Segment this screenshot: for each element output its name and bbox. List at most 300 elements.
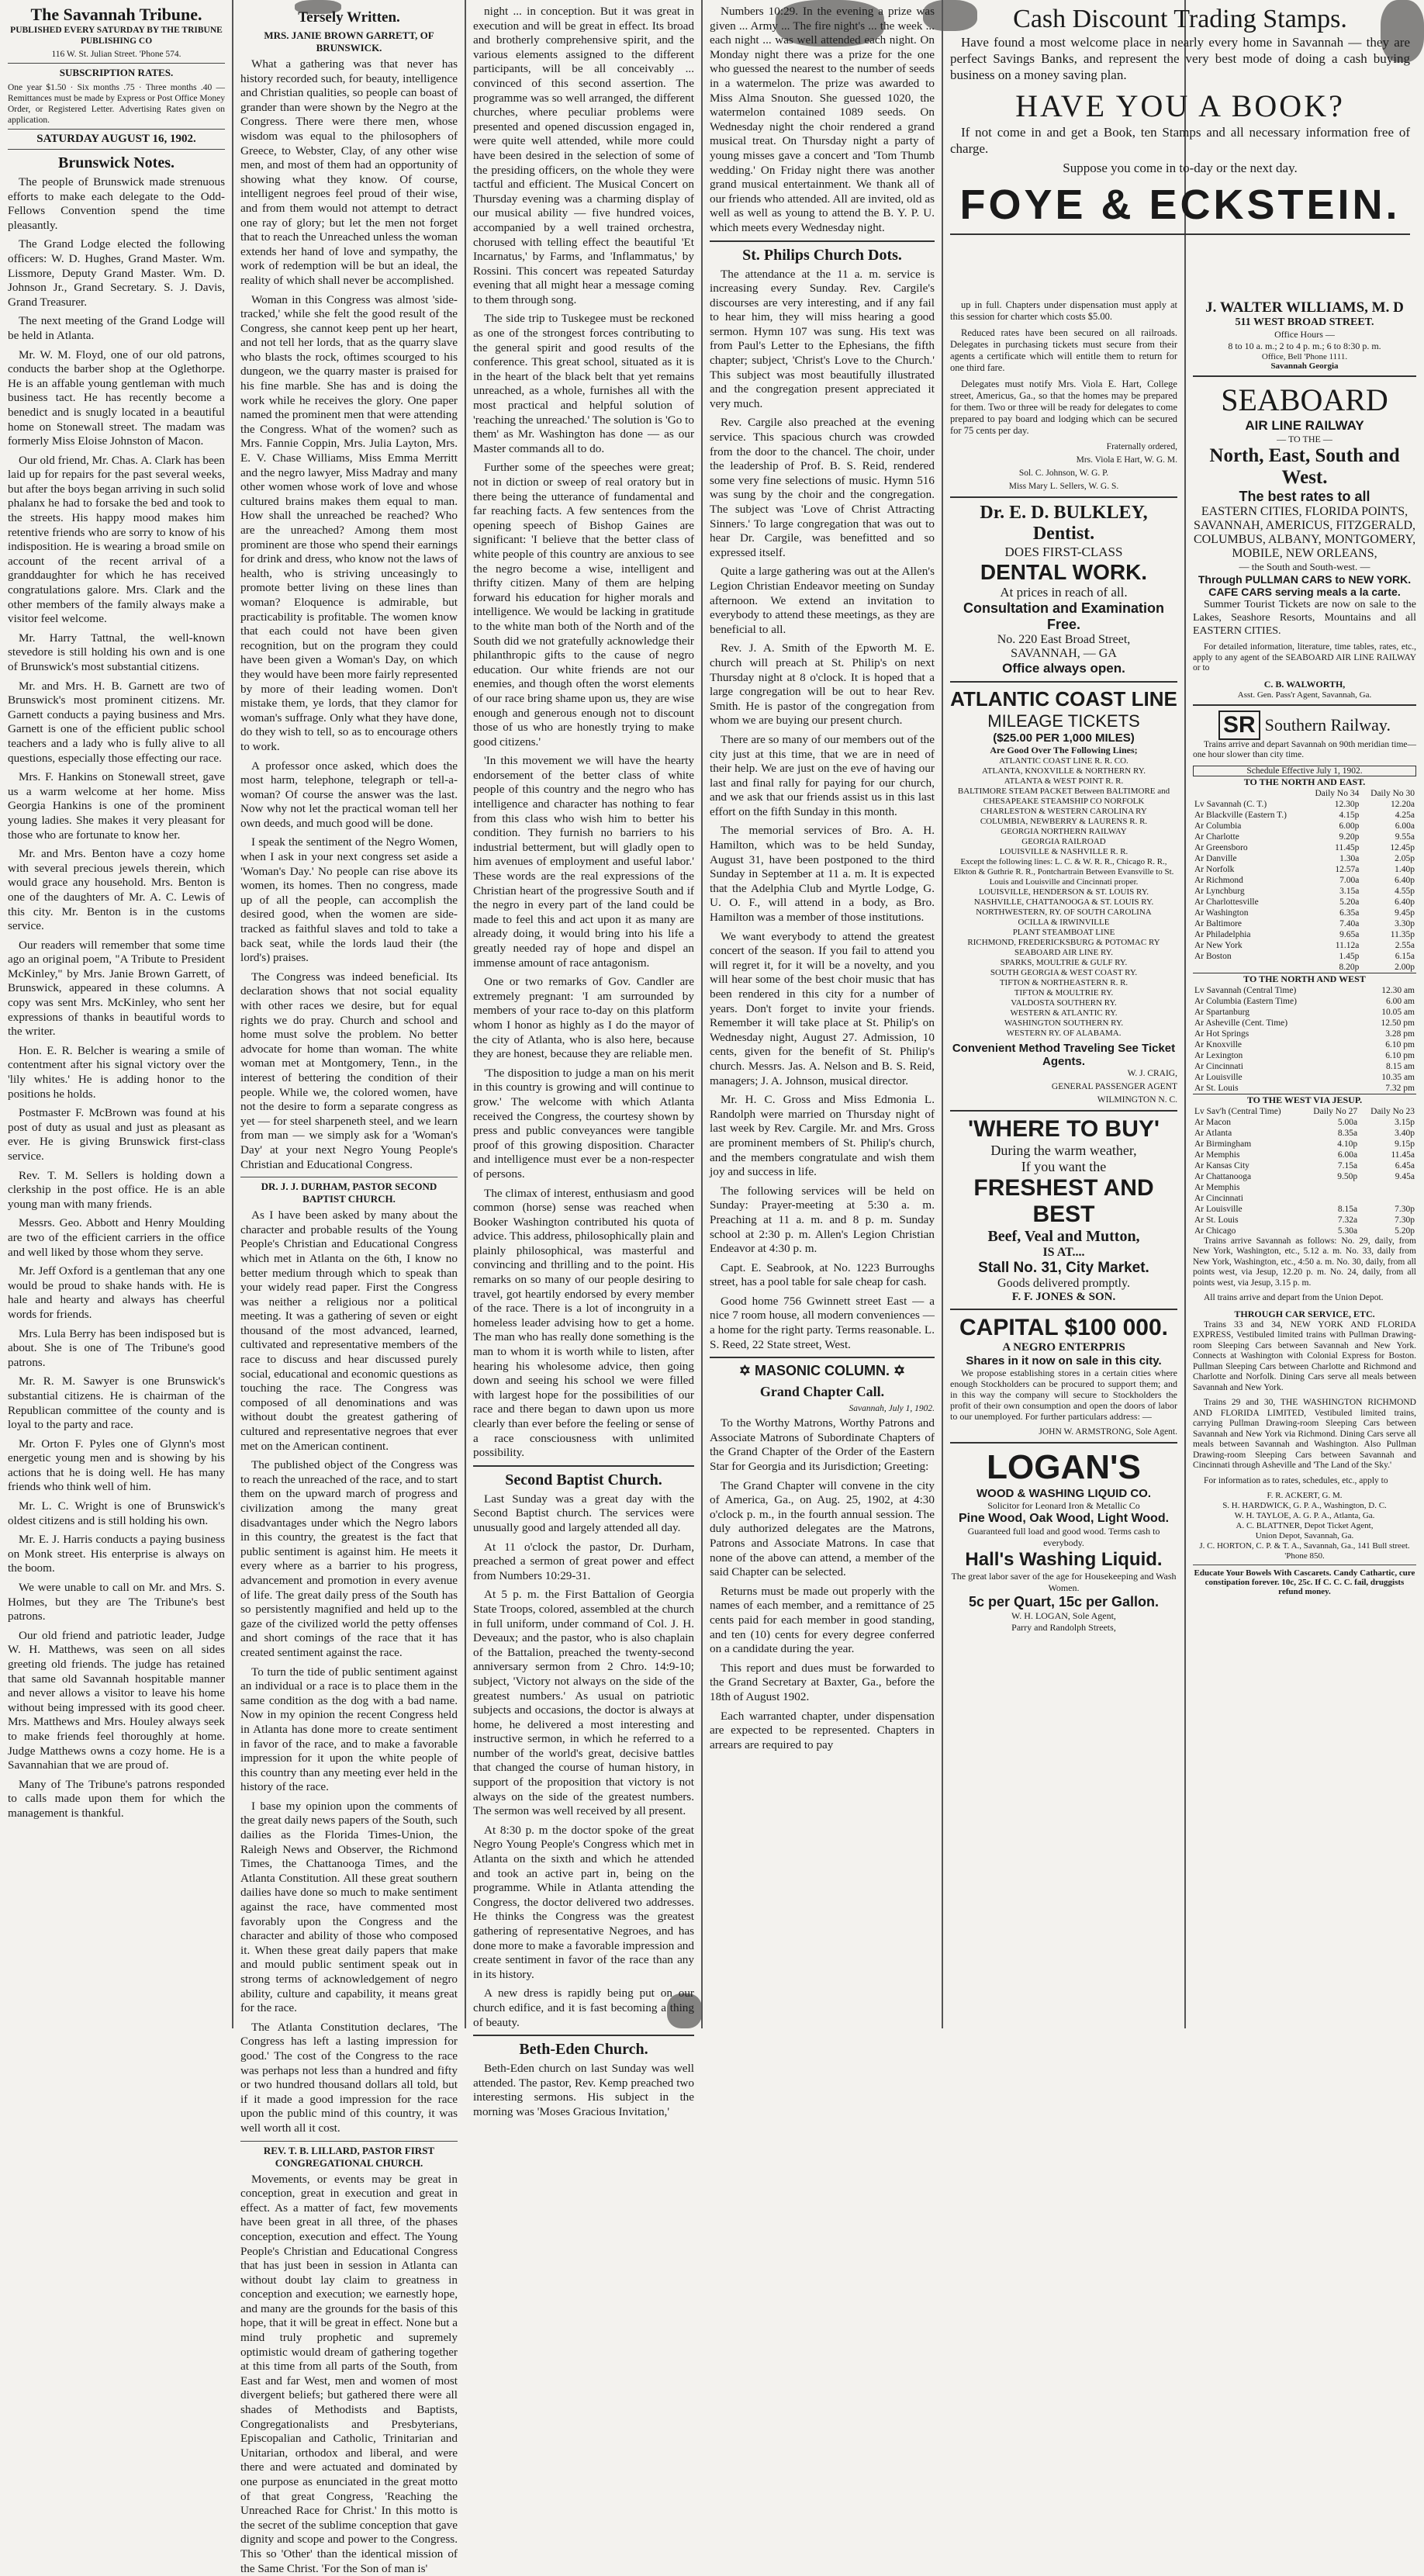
schedule-table-west [1193,1106,1416,1236]
ad-southern-agents [1193,1491,1416,1561]
table-row [1193,1029,1416,1039]
article-paragraph: Further some of the speeches were great; not in diction or sweep of real oratory but in there being the utterance of fundamental and far reaching facts. A few sentences from the opening speech of Bishop Gaines are significant: 'I believe that the better class of white people of this country are anxious to see the negro become a wise, intelligent and thrifty citizen. Many of them are helping forward his education for higher morals and intelligence. We would be lacking in gratitude to the white man both of the North and of the South did we not gratefully acknowledge their philanthropic gifts to the cause of negro education. Our white friends are not our enemies, and though often the worst elements of our race bring shame upon us, they are wise enough and generous enough not to discount those of us who are honestly trying to make good citizens.' [473,461,694,749]
ad-acl-line: SOUTH GEORGIA & WEST COAST RY. [990,968,1138,977]
chapter-cont: Reduced rates have been secured on all railroads. Delegates in purchasing tickets must secure from their agents a certificate which will entitle them to return for one third fare. [950,327,1177,373]
time-cell: 7.15a [1337,1160,1358,1170]
article-paragraph: To the Worthy Matrons, Worthy Patrons and Associate Matrons of Subordinate Chapters of the Grand Chapter of the Order of the Eastern Star for Georgia and its Jurisdiction; Greeting: [710,1416,935,1474]
station-cell: Ar Boston [1194,951,1232,961]
ad-acl-line: LOUISVILLE, HENDERSON & ST. LOUIS RY. [979,887,1149,897]
article-paragraph: The Grand Chapter will convene in the city of America, Ga., on Aug. 25, 1902, at 4:30 o'clock p. m., in the fourth annual session. The duly authorized delegates are the Matrons, Patrons and Associate Matrons. In case that none of the above can attend, a member of the said Chapter can be selected. [710,1478,935,1579]
station-cell: Ar Washington [1194,908,1249,918]
ad-seaboard-summer: Summer Tourist Tickets are now on sale to the Lakes, Seashore Resorts, Mountains and all EASTERN CITIES. [1193,599,1416,637]
article-paragraph: night ... in conception. But it was great in execution and will be great in effect. Its broad and brotherly comprehensive spirit, and the various elements assigned to the different participants, will be all conceivably ... convinced of this second assertion. The programme was so well arranged, the different churches, where peculiar problems were presented and opened discussion engaged in, were quite well attended, while more could have been desired in the selection of some of the presiding officers, on the whole they were tactful and efficient. The Musical Concert on Thursday evening was a charming display of our musical ability — five hundred voices, accompanied by a well trained orchestra, chorused with telling effect the beautiful 'Et Incarnatus,' by Farms, and 'Inflammatus,' by Rossini. This concert was repeated Saturday evening that all might hear a message coming to them through song. [473,5,694,306]
time-cell: 2.05p [1395,853,1415,863]
article-paragraph: The side trip to Tuskegee must be reckoned as one of the strongest forces contributing to the general spirit and good results of the conference. This great school, situated as it is in the heart of the black belt that yet remains unreached, as a whole, furnishes all with the most practical and helpful solution of 'reaching the unreached.' The solution is 'Go to them' as Mr. Washington has done — as our Master commands all to do. [473,312,694,455]
station-cell: Ar Spartanburg [1194,1007,1250,1017]
article-paragraph: The Congress was indeed beneficial. Its declaration shows that not social equality with other races we desire, but for equal rights we do pray. Church and school and home must solve the problem. No better advocate for home than woman. The white woman met at Montgomery, Tenn., in the interest of bettering the condition of their people. While we, the colored women, have not the desire to form a separate congress as yet — for steel sharpeneth steel, and we learn from man — we simply ask for a 'Woman's Day' at your next Negro Young People's Christian and Educational Congress. [240,970,458,1171]
time-cell: 9.45p [1395,908,1415,918]
ad-acl-line: COLUMBIA, NEWBERRY & LAURENS R. R. [980,817,1148,826]
article-body [710,5,935,236]
article-paragraph: Mrs. Lula Berry has been indisposed but is about. She is one of The Tribune's good patrons. [8,1326,225,1369]
ad-seaboard-sub: AIR LINE RAILWAY [1245,418,1364,433]
ad-southern-northwest: TO THE NORTH AND WEST [1193,973,1416,985]
article-paragraph: There are so many of our members out of the city just at this time, that we are in need of their help. We are just on the eve of having our last and final rally for paying for our church, and we ask that our friends assist us in this last effort on the fifth Sunday in this month. [710,732,935,818]
article-paragraph: Our old friend, Mr. Chas. A. Clark has been laid up for repairs for the past several weeks, but after the boys began arriving in such solid phalanx he had to forsake the bed and took to the streets. His happy mood makes him retentive friends who are sorry to know of his indisposition. He is wearing a broad smile on account of the recent arrival of a granddaughter for which he has received congratulations galore. Mrs. Clark and the other members of the family always make a visitor feel welcome. [8,453,225,626]
time-cell: 12.45p [1390,842,1415,852]
ad-acl-line: SEABOARD AIR LINE RY. [1014,948,1113,957]
ad-dentist-line: Consultation and Examination Free. [963,600,1164,632]
article-paragraph: Returns must be made out properly with the names of each member, and a remittance of 25 cents paid for each member in good standing, and ten (10) cents for every degree conferred on a candidate during the year. [710,1584,935,1656]
time-cell: 12.20a [1391,799,1415,809]
station-cell: Ar Baltimore [1194,918,1242,928]
southern-logo-icon: SR [1218,711,1260,740]
time-cell: 5.00a [1337,1117,1358,1127]
table-row [1193,1018,1416,1029]
table-row [1193,832,1416,842]
ad-southern-agent: J. C. HORTON, C. P. & T. A., Savannah, Ga., 141 Bull street. 'Phone 850. [1199,1541,1410,1561]
time-cell: 4.25a [1395,810,1415,820]
time-cell: 10.35 am [1381,1072,1415,1082]
station-cell: Ar Richmond [1194,875,1243,885]
time-cell: 3.15a [1339,886,1360,896]
ad-seaboard-to: — TO THE — [1277,434,1332,444]
ad-seaboard-agent: C. B. WALWORTH, [1263,678,1346,690]
compass-square-icon: ✡ [738,1363,755,1379]
article-date: Savannah, July 1, 1902. [849,1404,935,1414]
table-row [1193,1204,1416,1215]
ad-acl-line: WESTERN RY. OF ALABAMA. [1006,1029,1122,1038]
article-body [473,1492,694,2030]
ad-doctor-line: 511 WEST BROAD STREET. [1235,316,1374,328]
ad-logan-line: 5c per Quart, 15c per Gallon. [968,1594,1160,1610]
table-row [1193,1007,1416,1018]
article-body [240,2173,458,2576]
ad-southern-info: For information as to rates, schedules, etc., apply to [1204,1475,1388,1485]
time-cell: 6.10 pm [1385,1050,1415,1060]
station-cell: Ar Kansas City [1194,1160,1249,1170]
table-row [1193,1039,1416,1050]
station-cell: Ar Blackville (Eastern T.) [1194,810,1287,820]
ad-book-text: If not come in and get a Book, ten Stamps and all necessary information free of charge. [950,125,1410,156]
column-5 [942,295,1185,2028]
time-cell: 4.15p [1339,810,1360,820]
ad-southern-notes: All trains arrive and depart from the Union Depot. [1204,1293,1384,1302]
article-paragraph: Mrs. F. Hankins on Stonewall street, gave us a warm welcome at her home. Miss Georgia Hankins is one of the prominent young ladies. She makes it very pleasant for those who are fortunate to know her. [8,770,225,842]
table-row [1193,908,1416,918]
station-cell: Ar Philadelphia [1194,929,1251,939]
table-row [1193,996,1416,1007]
table-header [1193,788,1416,799]
article-paragraph: The memorial services of Bro. A. H. Hamilton, which was to be held Sunday, August 31, have been postponed to the third Sunday in September at 11 a. m. It is expected that the Adelphia Club and Myrtle Lodge, G. U. O. F., will attend in a body, as Bro. Hamilton was a member of those institutions. [710,824,935,925]
ad-buy-title: 'WHERE TO BUY' [967,1116,1160,1142]
time-cell: 12.57a [1335,864,1360,874]
ad-dentist-line: Office always open. [1002,661,1125,676]
article-paragraph: The climax of interest, enthusiasm and good common (horse) sense was reached when Booker Washington contributed his quota of advice. This address, philosophically plain and plainly philosophical, was masterful and convincing and thrilling and to the point. His remarks on so many of our people desiring to travel, got heartily endorsed by every member of the race. There is a lot of incongruity in a homeless leader advising how to get a home. The man who has really done something is the man to whom it is worth while to listen, after hearing his wholesome advice, then going down and seeing his school we were filled with largest hope for the possibilities of our race and there began to dawn upon us more clearly than ever before the feeling or sense of a race consciousness with unlimited possibility. [473,1186,694,1460]
time-cell: 10.05 am [1381,1007,1415,1017]
article-paragraph: Each warranted chapter, under dispensation are expected to be represented. Chapters in arrears are required to pay [710,1709,935,1751]
ad-southern-notes: Trains arrive Savannah as follows: No. 29, daily, from New York, Washington, etc., 5.12 a. m. No. 33, daily from New York, Washington, etc., 4:50 a. m. No. 30, daily, from all points west, via Jesup, 12.20 p. m. No. 24, daily, from all points west, via Jesup, 3.15 p. m. [1193,1236,1416,1288]
station-cell: Ar Memphis [1194,1150,1240,1160]
time-cell: 2.55a [1395,940,1415,950]
article-paragraph: This report and dues must be forwarded to the Grand Secretary at Baxter, Ga., before the 18th of August 1902. [710,1661,935,1703]
station-cell: Ar Birmingham [1194,1139,1252,1149]
article-byline: MRS. JANIE BROWN GARRETT, OF BRUNSWICK. [264,29,434,54]
table-row [1193,940,1416,951]
time-cell: 9.20p [1339,832,1360,842]
ad-southern-agent: A. C. BLATTNER, Depot Ticket Agent, [1236,1521,1374,1530]
ad-doctor-line: Office Hours — [1274,329,1335,340]
article-paragraph: Mr. Harry Tattnal, the well-known stevedore is still holding his own and is one of Brunswick's most substantial citizens. [8,631,225,673]
table-row [1193,1106,1416,1117]
table-row [1193,918,1416,929]
time-cell: 4.10p [1337,1139,1358,1149]
time-cell: 8.15 am [1385,1061,1415,1071]
ad-cash-text: Have found a most welcome place in nearly every home in Savannah — they are perfect Savings Banks, and represent the very best mode of doing a cash buying business on a money saving plan. [950,35,1410,82]
station-cell: Ar Cincinnati [1194,1193,1243,1203]
time-cell: 2.00p [1395,962,1415,972]
time-cell: 9.15p [1395,1139,1415,1149]
ad-dentist-line: No. 220 East Broad Street, [997,633,1131,646]
ad-seaboard-cars: Through PULLMAN CARS to NEW YORK. CAFE CARS serving meals a la carte. [1198,573,1412,598]
article-paragraph: 'In this movement we will have the hearty endorsement of the better class of white people of this country and the negro who has intelligence and character has nothing to fear from this class who wish him to better his condition. They furnish no barriers to his industrial betterment, but will gladly open to him avenues of employment and useful labor.' These words are the real expressions of the Christian heart of the progressive South and if the negro in every part of the land could be made to feel this and act upon it as many are already doing, it would bring into his life a greatly needed ray of hope and dispel an immense amount of race antagonism. [473,754,694,970]
ad-southern-north: TO THE NORTH AND EAST. [1243,776,1366,787]
ad-acl-sub: MILEAGE TICKETS [987,711,1140,731]
signature: Mrs. Viola E Hart, W. G. M. [1076,455,1177,465]
ad-acl-line: GEORGIA NORTHERN RAILWAY [1001,827,1127,836]
ad-acl-title: ATLANTIC COAST LINE [950,687,1177,711]
article-paragraph: Mr. H. C. Gross and Miss Edmonia L. Randolph were married on Thursday night of last week by Rev. Cargile. Mr. and Mrs. Gross are prominent members of St. Philip's church, and the members congratulate and wish them joy and success in life. [710,1093,935,1179]
ad-doctor-line: Savannah Georgia [1270,361,1339,371]
ad-southern-sched: Schedule Effective July 1, 1902. [1193,766,1416,776]
article-paragraph: The attendance at the 11 a. m. service is increasing every Sunday. Rev. Cargile's discourses are very interesting, and if any fail to hear him, they will miss hearing a good sermon. Hymn 107 was sung. His text was from Paul's Letter to the Ephesians, the fifth chapter; subject, 'Christ's Love to the Church.' This subject was most beautifully illustrated and the congregation present appreciated it very much. [710,267,935,410]
ad-buy-line: IS AT.... [1042,1246,1085,1259]
ad-buy-line: F. F. JONES & SON. [1011,1291,1116,1303]
time-cell: 5.20a [1339,897,1360,907]
ad-seaboard-cities: EASTERN CITIES, FLORIDA POINTS, SAVANNAH, AMERICUS, FITZGERALD, COLUMBUS, ALBANY, MONTGOMERY, MOBILE, NEW ORLEANS, [1193,505,1416,560]
article-paragraph: Good home 756 Gwinnett street East — a nice 7 room house, all modern conveniences — a home for the right party. Terms reasonable. L. S. Reed, 22 State street, West. [710,1294,935,1351]
article-heading: Brunswick Notes. [57,154,175,171]
article-paragraph: At 11 o'clock the pastor, Dr. Durham, preached a sermon of great power and effect from Numbers 10:29-31. [473,1540,694,1582]
table-row [1193,1072,1416,1083]
station-cell: Ar Hot Springs [1194,1029,1249,1039]
station-cell: Ar Greensboro [1194,842,1248,852]
time-cell: 1.30a [1339,853,1360,863]
station-cell: Ar St. Louis [1194,1215,1239,1225]
article-paragraph: To turn the tide of public sentiment against an individual or a race is to place them in the same condition as the dog with a bad name. Now in my opinion the recent Congress held in Atlanta has done more to create sentiment in favor of the race, and to make a favorable impression for it upon the white people of this country than any meeting ever held in the history of the race. [240,1665,458,1794]
signature: Fraternally ordered, [1106,442,1177,451]
ad-acl-line: WESTERN & ATLANTIC RY. [1010,1008,1118,1018]
article-paragraph: I speak the sentiment of the Negro Women, when I ask in your next congress set aside a 'Woman's Day.' No people can rise above its women, its homes. Then no congress, made up of all the people, can accomplish the desired good, when the women are side-tracked as faithful slaves and told to take a back seat, while the lords laud their (the lord's) praises. [240,835,458,965]
time-cell: 7.30p [1395,1215,1415,1225]
ad-southern-text: Trains arrive and depart Savannah on 90th meridian time—one hour slower than city time. [1193,739,1416,759]
divider [950,1442,1177,1444]
ad-acl-line: OCILLA & IRWINVILLE [1018,918,1110,927]
time-cell: 4.55p [1395,886,1415,896]
station-cell: Ar Asheville (Cent. Time) [1194,1018,1288,1028]
table-row [1193,1083,1416,1094]
article-paragraph: Beth-Eden church on last Sunday was well attended. The pastor, Rev. Kemp preached two interesting sermons. His subject in the morning was 'Moses Gracious Invitation,' [473,2062,694,2118]
time-cell [1301,1193,1359,1204]
ad-capital-line: Shares in it now on sale in this city. [966,1354,1162,1368]
time-cell: 9.45a [1395,1171,1415,1181]
ad-dentist-title: Dr. E. D. BULKLEY, Dentist. [980,503,1148,544]
column-1 [0,0,233,2028]
col-header: Daily No 34 [1315,788,1360,798]
table-row [1193,821,1416,832]
ad-logan-line: W. H. LOGAN, Sole Agent, [1011,1610,1116,1621]
station-cell: Ar Charlottesville [1194,897,1259,907]
time-cell: 8.15a [1337,1204,1358,1214]
ad-book-text: Suppose you come in to-day or the next day. [1063,161,1298,175]
station-cell: Ar Lynchburg [1194,886,1245,896]
article-paragraph: Messrs. Geo. Abbott and Henry Moulding are two of the efficient carriers in the office and well liked by those whom they serve. [8,1216,225,1259]
masonic-heading-text: MASONIC COLUMN. [755,1363,890,1379]
article-heading: Grand Chapter Call. [759,1384,885,1400]
signature: JOHN W. ARMSTRONG, Sole Agent. [1039,1427,1177,1437]
article-paragraph: Many of The Tribune's patrons responded to calls made upon them for which the management is thankful. [8,1777,225,1820]
ad-southern-agent: W. H. TAYLOE, A. G. P. A., Atlanta, Ga. [1234,1511,1375,1520]
ad-acl-line: CHESAPEAKE STEAMSHIP CO NORFOLK [983,797,1145,806]
ad-buy-line: During the warm weather, [990,1143,1137,1158]
divider [950,1309,1177,1310]
article-body [710,1416,935,1752]
time-cell [1359,1193,1416,1204]
article-paragraph: Movements, or events may be great in conception, great in execution and great in effect. As a matter of fact, few movements have been great in all three, of the phases conception, execution and effect. The Young People's Christian and Educational Congress that has just been in session in Atlanta can without doubt lay claim to greatness in conception and execution; we earnestly hope, and many are the grounds for the basis of this hope, that it will be great in effect. None but a mind truly prophetic and supremely optimistic would dream of gathering together at this time from all parts of the South, from East and far West, men and women of most divergent beliefs; but gathered there were all shades of Methodists and Baptists, Congregationalists and Presbyterians, Episcopalian and Catholic, Trinitarian and Unitarian, orthodox and liberal, and were there and were actuated and dominated by one purpose as enunciated in the great motto of that great Congress, 'Reaching the Unreached Race for Christ.' In this motto is the secret of the sublime conception that gave dignity and scope and power to the Congress. This so 'Other' than the identical mission of the Same Christ. 'For the Son of man is' [240,2172,458,2575]
ad-acl-line: PLANT STEAMBOAT LINE [1012,928,1115,937]
column-3 [465,0,702,2118]
table-row [1193,1128,1416,1139]
article-paragraph: What a gathering was that never has history recorded such, for beauty, intelligence and Christian qualities, so people can boast of grander than were shown by the Negro at the Congress. There were there men, whose wisdom was equal to the philosophers of Greece, to Webster, Clay, of any other wise men, and most of them had an opportunity of showing what they know. Of course, intelligent negroes feel proud of their wise, and from them would not attempt to detract one ray of glory; but let the men not forget that to reach the Unreached unless the woman extends her hand of love and sympathy, the work of redemption will be but an ideal, the reality of which shall never be accomplished. [240,57,458,287]
time-cell [1301,1182,1359,1193]
time-cell: 1.40p [1395,864,1415,874]
col-header: Daily No 30 [1370,788,1415,798]
ad-capital-text: We propose establishing stores in a certain cities where enough Stockholders can be procured to support them; and in this way the company will secure to Stockholders the profit of their own consumption and open the doors of labor to our unemployed. For further particulars address: — [950,1368,1177,1422]
article-paragraph: Mr. L. C. Wright is one of Brunswick's oldest citizens and is still holding his own. [8,1499,225,1527]
ad-seaboard-dest: North, East, South and West. [1209,445,1400,488]
time-cell: 3.15p [1395,1117,1415,1127]
article-paragraph: Capt. E. Seabrook, at No. 1223 Burroughs street, has a pool table for sale cheap for cash. [710,1260,935,1289]
article-body [710,268,935,1353]
ad-acl-line: ATLANTA, KNOXVILLE & NORTHERN RY. [982,766,1146,776]
table-row [1193,1061,1416,1072]
divider [8,63,225,64]
table-row [1193,1182,1416,1193]
signature: GENERAL PASSENGER AGENT [1051,1082,1177,1091]
station-cell: Ar St. Louis [1194,1083,1239,1093]
column-2 [233,0,465,2575]
article-paragraph: A new dress is rapidly being put on our church edifice, and it is fast becoming a thing of beauty. [473,1986,694,2029]
station-cell: Ar Columbia (Eastern Time) [1194,996,1297,1006]
ad-buy-line: If you want the [1021,1159,1107,1174]
time-cell: 9.65a [1339,929,1360,939]
article-heading: Second Baptist Church. [505,1471,662,1489]
divider [710,1357,935,1358]
ad-southern-car-text: Trains 33 and 34, NEW YORK AND FLORIDA EXPRESS, Vestibuled limited trains with Pullman Drawing-room Sleeping Cars between Savannah and New York. Connects at Washington with Colonial Express for Boston. Pullman Sleeping Cars between Charlotte and Richmond and Charlotte and Norfolk. Dining Cars serve all meals between Savannah and New York. [1193,1319,1416,1392]
ad-logan-line: Pine Wood, Oak Wood, Light Wood. [958,1512,1170,1525]
time-cell: 8.20p [1339,962,1360,972]
schedule-table-north [1193,788,1416,973]
ad-acl-line: TIFTON & NORTHEASTERN R. R. [999,978,1128,987]
station-cell: Ar Atlanta [1194,1128,1232,1138]
article-paragraph: The Atlanta Constitution declares, 'The Congress has left a lasting impression for good.' The cost of the Congress to the race was perhaps not less than a hundred and fifty or two hundred thousand dollars all told, but if it made a good impression for the race upon the public mind of this country, it was well worth all it cost. [240,2020,458,2135]
table-row [1193,1215,1416,1226]
time-cell: 7.32 pm [1385,1083,1415,1093]
ad-cash-title: Cash Discount Trading Stamps. [1013,5,1347,33]
time-cell: 11.45a [1391,1150,1415,1160]
divider [240,2141,458,2142]
ad-acl-line: BALTIMORE STEAM PACKET Between BALTIMORE and [957,787,1170,796]
time-cell [1359,1182,1416,1193]
article-paragraph: Mr. Jeff Oxford is a gentleman that any one would be proud to shake hands with. He is hale and hearty and always has cheerful words for friends. [8,1264,225,1321]
station-cell: Ar Memphis [1194,1182,1240,1192]
subscription-heading: SUBSCRIPTION RATES. [59,67,174,78]
table-row [1193,853,1416,864]
article-heading: Beth-Eden Church. [519,2041,648,2059]
ad-southern-agent: F. R. ACKERT, G. M. [1267,1491,1343,1500]
time-cell: 12.30 am [1381,985,1415,995]
divider [710,240,935,242]
ad-acl-line: Except the following lines: L. C. & W. R. R., Chicago R. R., Elkton & Guthrie R. R., Pontchartrain Between Evansville to St. Louis and Louisville and Cincinnati proper. [953,857,1174,887]
article-paragraph: The published object of the Congress was to reach the unreached of the race, and to start them on the upward march of progress and civilization among the many great disadvantages under which the Negro labors in this country, the greatest is the fact that public sentiment is against him. He meets it every where as a barrier to his progress, advancement and promotion in every avenue of life. The great daily press of the South has so persistently magnified and held up to the gaze of the civilized world the petty offenses and short comings of the race that it has created sentiment against the race. [240,1458,458,1659]
article-paragraph: Rev. J. A. Smith of the Epworth M. E. church will preach at St. Philip's on next Thursday night at 8 o'clock. It is hoped that a large congregation will be out to hear Rev. Smith. He is pastor of the congregation from whom we are buying our present church. [710,641,935,728]
ad-southern-title: Southern Railway. [1264,714,1391,735]
station-cell: Ar Chicago [1194,1226,1236,1236]
article-paragraph: Last Sunday was a great day with the Second Baptist church. The services were unusually good and largely attended all day. [473,1492,694,1534]
article-paragraph: Mr. E. J. Harris conducts a paying business on Monk street. His enterprise is always on the boom. [8,1533,225,1575]
article-paragraph: 'The disposition to judge a man on his merit in this country is growing and will continue to grow.' The welcome with which Atlanta received the Congress, the courtesy shown by press and public conveyances were tangible proof of this growing disposition. Character and intelligence must ever be a non-respecter of persons. [473,1066,694,1181]
article-body [473,2062,694,2119]
time-cell: 6.10 pm [1385,1039,1415,1049]
time-cell: 7.40a [1339,918,1360,928]
table-row [1193,897,1416,908]
station-cell: Lv Savannah (C. T.) [1194,799,1267,809]
time-cell: 6.00a [1337,1150,1358,1160]
table-row [1193,951,1416,962]
time-cell: 3.30p [1395,918,1415,928]
table-row [1193,1117,1416,1128]
ad-doctor-line: Office, Bell 'Phone 1111. [1261,352,1348,361]
time-cell: 8.35a [1337,1128,1358,1138]
time-cell: 7.32a [1337,1215,1358,1225]
time-cell: 6.35a [1339,908,1360,918]
ad-dentist-line: At prices in reach of all. [1000,585,1128,600]
station-cell: Ar Columbia [1194,821,1242,831]
article-paragraph: Woman in this Congress was almost 'side-tracked,' while she felt the good result of the Congress, she cannot keep pent up her heart, and not tell her lords, that as the quarry slave who blasts the rock, oftimes scourged to his dungeon, we the quarry master is praised for his fine marble. She has and is doing the work while he receives the glory. One paper named the prominent men that were attending the Congress. What of the women? such as Mrs. Fannie Coppin, Mrs. Julia Layton, Mrs. E. V. Chase Williams, Miss Emma Merritt and the negro lawyer, Miss Madray and many other women whose work of love and whose cultured brains makes them equal to man. How shall the unreached be reached? Who are the unreached? Among them most prominent are those who spend their earnings for drink and dress, who know not the laws of health, who is striving unceasingly to promote better living on these lines than woman? Eloquence is admirable, but practicability is profitable. The women know that each could not have been given recognition, but on the program they could have been given a Woman's Day, on which they would have been more fairly represented by more of their leading women. Don't mistake them, ye lords, that they clamor for woman's suffrage. Only what they have done, do they wish to tell, so as to encourage others to work. [240,292,458,753]
ad-acl-line: SPARKS, MOULTRIE & GULF RY. [1000,958,1128,967]
time-cell: 6.40p [1395,897,1415,907]
time-cell: 9.50p [1337,1171,1358,1181]
table-row [1193,1160,1416,1171]
dateline: SATURDAY AUGUST 16, 1902. [36,133,196,145]
article-paragraph: As I have been asked by many about the character and probable results of the Young People's Christian and Educational Congress which met in Atlanta on the 6th, I know no better medium through which to speak than your widely read paper. First the Congress was neither a religious nor a political meeting. It was a gathering of seven or eight thousand of the most advanced, learned, cultivated and representative members of the race to discuss and hear discussed purely social, educational and economic questions as touching the race. The Congress was composed of all denominations and was without doubt the greatest gathering of cultured and representative negroes that ever met on the American continent. [240,1208,458,1453]
ad-buy-line: FRESHEST AND BEST [973,1175,1154,1227]
article-body [240,57,458,1172]
article-paragraph: Hon. E. R. Belcher is wearing a smile of contentment after his signal victory over the 'lily whites.' He is adding honor to the positions he holds. [8,1043,225,1101]
article-byline: DR. J. J. DURHAM, PASTOR SECOND BAPTIST CHURCH. [261,1181,437,1205]
article-paragraph: Postmaster F. McBrown was found at his post of duty as usual and just as pleasant as ever. He is giving Brunswick first-class service. [8,1106,225,1163]
divider [473,1465,694,1467]
column-6 [1185,295,1424,2028]
article-paragraph: Numbers 10:29. In the evening a prize was given ... Army ... The fire night's ... the week ... each night ... was well attended each night. On Monday night there was a prize for the one who guessed the nearest to the number of seeds in a watermelon. The prize was awarded to Miss Alma Snouton. She guessed 1020, the watermelon contained 1089 seeds. On Wednesday night the choir rendered a grand musical treat. On Thursday night a party of young misses gave a concert and 'Tom Thumb wedding.' On Friday night there was another grand musical entertainment. We thank all of our friends who attended. All are invited, old as well as well as young to attend the B. Y. P. U. which meets every Wednesday night. [710,5,935,234]
ad-dentist-line: SAVANNAH, — GA [1011,647,1117,660]
article-body [473,5,694,1461]
ad-acl-lines [950,756,1177,1039]
signature: Sol. C. Johnson, W. G. P. [1018,469,1109,478]
ad-capital-title: CAPITAL $100 000. [959,1315,1169,1340]
divider [950,681,1177,683]
ad-southern-agent: S. H. HARDWICK, G. P. A., Washington, D. C. [1222,1501,1387,1510]
article-paragraph: Rev. T. M. Sellers is holding down a clerkship in the post office. He is an able young man with many friends. [8,1168,225,1211]
ad-buy-line: Beef, Veal and Mutton, [987,1228,1140,1245]
station-cell: Lv Savannah (Central Time) [1194,985,1297,995]
article-heading: St. Philips Church Dots. [742,246,902,264]
divider [1193,704,1416,706]
table-row [1193,1150,1416,1160]
time-cell: 12.30p [1334,799,1360,809]
time-cell: 6.40p [1395,875,1415,885]
table-row [1193,1050,1416,1061]
ad-acl-line: NASHVILLE, CHATTANOOGA & ST. LOUIS RY. [973,897,1154,907]
ad-acl-good: Are Good Over The Following Lines; [990,745,1138,756]
ad-acl-line: VALDOSTA SOUTHERN RY. [1011,998,1117,1008]
station-cell: Ar Louisville [1194,1204,1243,1214]
ad-southern-west: TO THE WEST VIA JESUP. [1193,1094,1416,1106]
article-heading: Tersely Written. [298,9,400,26]
ad-seaboard-title: SEABOARD [1221,382,1388,417]
time-cell: 9.55a [1395,832,1415,842]
ad-logan-line: Hall's Washing Liquid. [965,1549,1163,1570]
article-paragraph: We want everybody to attend the greatest concert of the season. If you fail to attend you will regret it, for it will be a novelty, and you will hear some of the best choir music that has been rendered in this city for a number of years. Don't forget to invite your friends. Remember it will take place at St. Philip's on Wednesday night, August 27. Admission, 10 cents, given for the benefit of St. Philip's church. Messrs. Jas. A. Nelson and B. S. Reid, managers; J. A. Johnson, musical director. [710,929,935,1087]
publisher-line: PUBLISHED EVERY SATURDAY BY THE TRIBUNE PUBLISHING CO [10,26,223,46]
ad-dentist-line: DOES FIRST-CLASS [1004,545,1123,559]
divider [950,233,1410,235]
ad-logan-line: Parry and Randolph Streets, [1011,1622,1116,1633]
ad-book-title: HAVE YOU A BOOK? [1015,88,1345,123]
article-paragraph: The Grand Lodge elected the following officers: W. D. Hughes, Grand Master. Wm. Lissmore, Deputy Grand Master. Wm. D. Johnson Jr., Grand Secretary. S. J. Davis, Grand Treasurer. [8,237,225,309]
masonic-heading [710,1363,935,1379]
ad-doctor-title: J. WALTER WILLIAMS, M. D [1205,299,1404,316]
article-paragraph: Mr. Orton F. Pyles one of Glynn's most energetic young men and is showing by his actions that he is doing well. He has many friends who think well of him. [8,1437,225,1494]
article-paragraph: Mr. R. M. Sawyer is one Brunswick's substantial citizens. He is chairman of the Republican committee of the county and is loyal to the party and race. [8,1374,225,1432]
table-row [1193,929,1416,940]
table-row [1193,799,1416,810]
ad-seaboard-cities: — the South and South-west. — [1239,561,1370,572]
table-row [1193,1193,1416,1204]
article-paragraph: The following services will be held on Sunday: Prayer-meeting at 5:30 a. m. Preaching at 11 a. m. and 8 p. m. Sunday school at 2:30 p. m. Allen's Legion Christian Endeavor at 4:30 p. m. [710,1184,935,1256]
station-cell: Ar Macon [1194,1117,1231,1127]
ad-seaboard-agent: Asst. Gen. Pass'r Agent, Savannah, Ga. [1237,690,1372,700]
time-cell: 11.45p [1335,842,1360,852]
divider [950,496,1177,498]
ad-acl-line: ATLANTIC COAST LINE R. R. CO. [999,756,1128,766]
article-paragraph: Our old friend and patriotic leader, Judge W. H. Matthews, was seen on all sides greeting old friends. The judge has retained that same old Savannah hospitable manner and never allows a visitor to leave his home without being impressed with its good cheer. Mrs. Matthews and Mrs. Houley always seek to make friends feel thoroughly at home. Judge Matthews owns a cozy home. He is a Savannahian that we are proud of. [8,1628,225,1772]
address-line: 116 W. St. Julian Street. 'Phone 574. [51,50,181,59]
ad-buy-line: Goods delivered promptly. [997,1277,1130,1290]
ad-acl-line: CHARLESTON & WESTERN CAROLINA RY [980,807,1147,816]
ad-dentist-line: DENTAL WORK. [980,560,1148,584]
time-cell: 11.35p [1390,929,1415,939]
time-cell: 7.00a [1339,875,1360,885]
article-paragraph: A professor once asked, which does the most harm, telephone, telegraph or tell-a-woman? Of course the answer was the last. Now why not let the practical woman tell her own deeds, and much good will be done. [240,759,458,830]
ad-logan-title: LOGAN'S [987,1448,1141,1486]
time-cell: Daily No 27 [1313,1106,1358,1116]
article-paragraph: Rev. Cargile also preached at the evening service. This spacious church was crowded from the door to the chancel. The choir, under the leadership of Prof. B. S. Reid, rendered some very fine selections of music. Hymn 516 was sung by the choir and the congregation. The subject was 'Love of Christ Attracting Sinners.' To large congregation that was out to hear Dr. Cargile, was benefitted and so expressed itself. [710,416,935,559]
article-paragraph: Quite a large gathering was out at the Allen's Legion Christian Endeavor meeting on Sunday afternoon. We extend an invitation to everybody to attend these meetings, as they are beneficial to all. [710,565,935,636]
signature: WILMINGTON N. C. [1097,1095,1177,1105]
article-paragraph: The people of Brunswick made strenuous efforts to make each delegate to the Odd-Fellows Convention spend the time pleasantly. [8,175,225,232]
article-paragraph: Our readers will remember that some time ago an original poem, "A Tribute to President McKinley," by Mrs. Janie Brown Garrett, of Brunswick, appeared in these columns. A copy was sent Mrs. McKinley, who sent her expressions of thanks in beautiful words to the writer. [8,938,225,1039]
time-cell: 12.50 pm [1381,1018,1415,1028]
